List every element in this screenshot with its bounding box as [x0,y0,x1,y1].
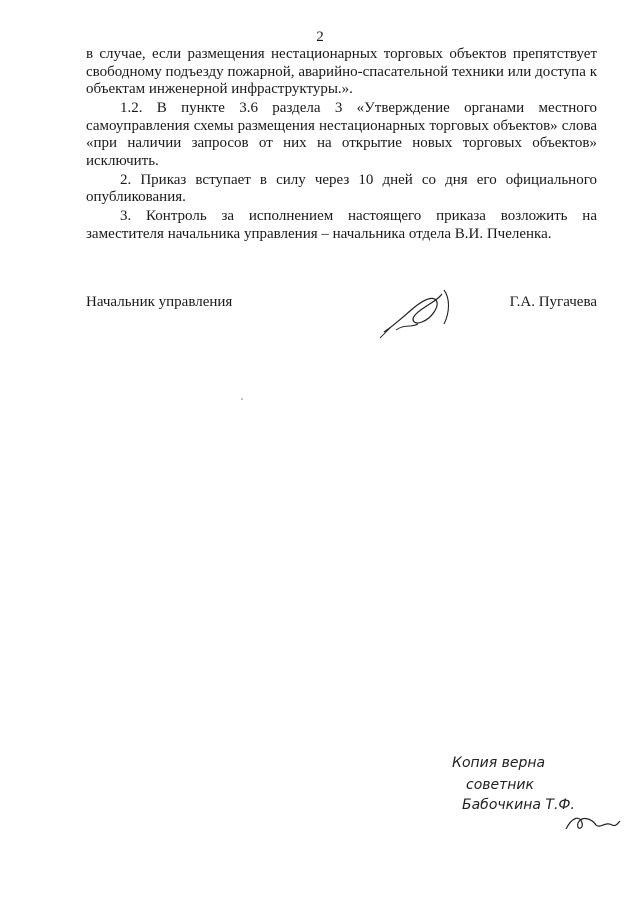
signatory-name: Г.А. Пугачева [509,294,597,310]
certification-stamp [452,755,627,835]
paragraph-item-1-2: 1.2. В пункте 3.6 раздела 3 «Утверждение органами местного самоуправления схемы размещения нестационарных торговых объектов» слова «при наличии запросов от них на открытие новых торговых объектов» исключить. [86,100,597,169]
certification-line-1: Копия верна [452,755,546,771]
scan-speck [241,398,243,400]
paragraph-item-2: 2. Приказ вступает в силу через 10 дней со дня его официального опубликования. [86,171,597,205]
handwritten-signature-icon [376,284,466,344]
document-body [86,46,597,245]
signatory-position: Начальник управления [86,294,233,310]
signature-block [86,294,597,354]
certification-line-2: советник [466,777,534,793]
paragraph-continuation: в случае, если размещения нестационарных торговых объектов препятствует свободному подъезду пожарной, аварийно-спасательной техники или доступа к объектам инженерной инфраструктуры.». [86,46,597,97]
certification-line-3: Бабочкина Т.Ф. [462,797,575,813]
paragraph-item-3: 3. Контроль за исполнением настоящего приказа возложить на заместителя начальника управления – начальника отдела В.И. Пчеленка. [86,208,597,242]
page-number: 2 [316,29,324,45]
certification-signature-icon [562,811,622,835]
